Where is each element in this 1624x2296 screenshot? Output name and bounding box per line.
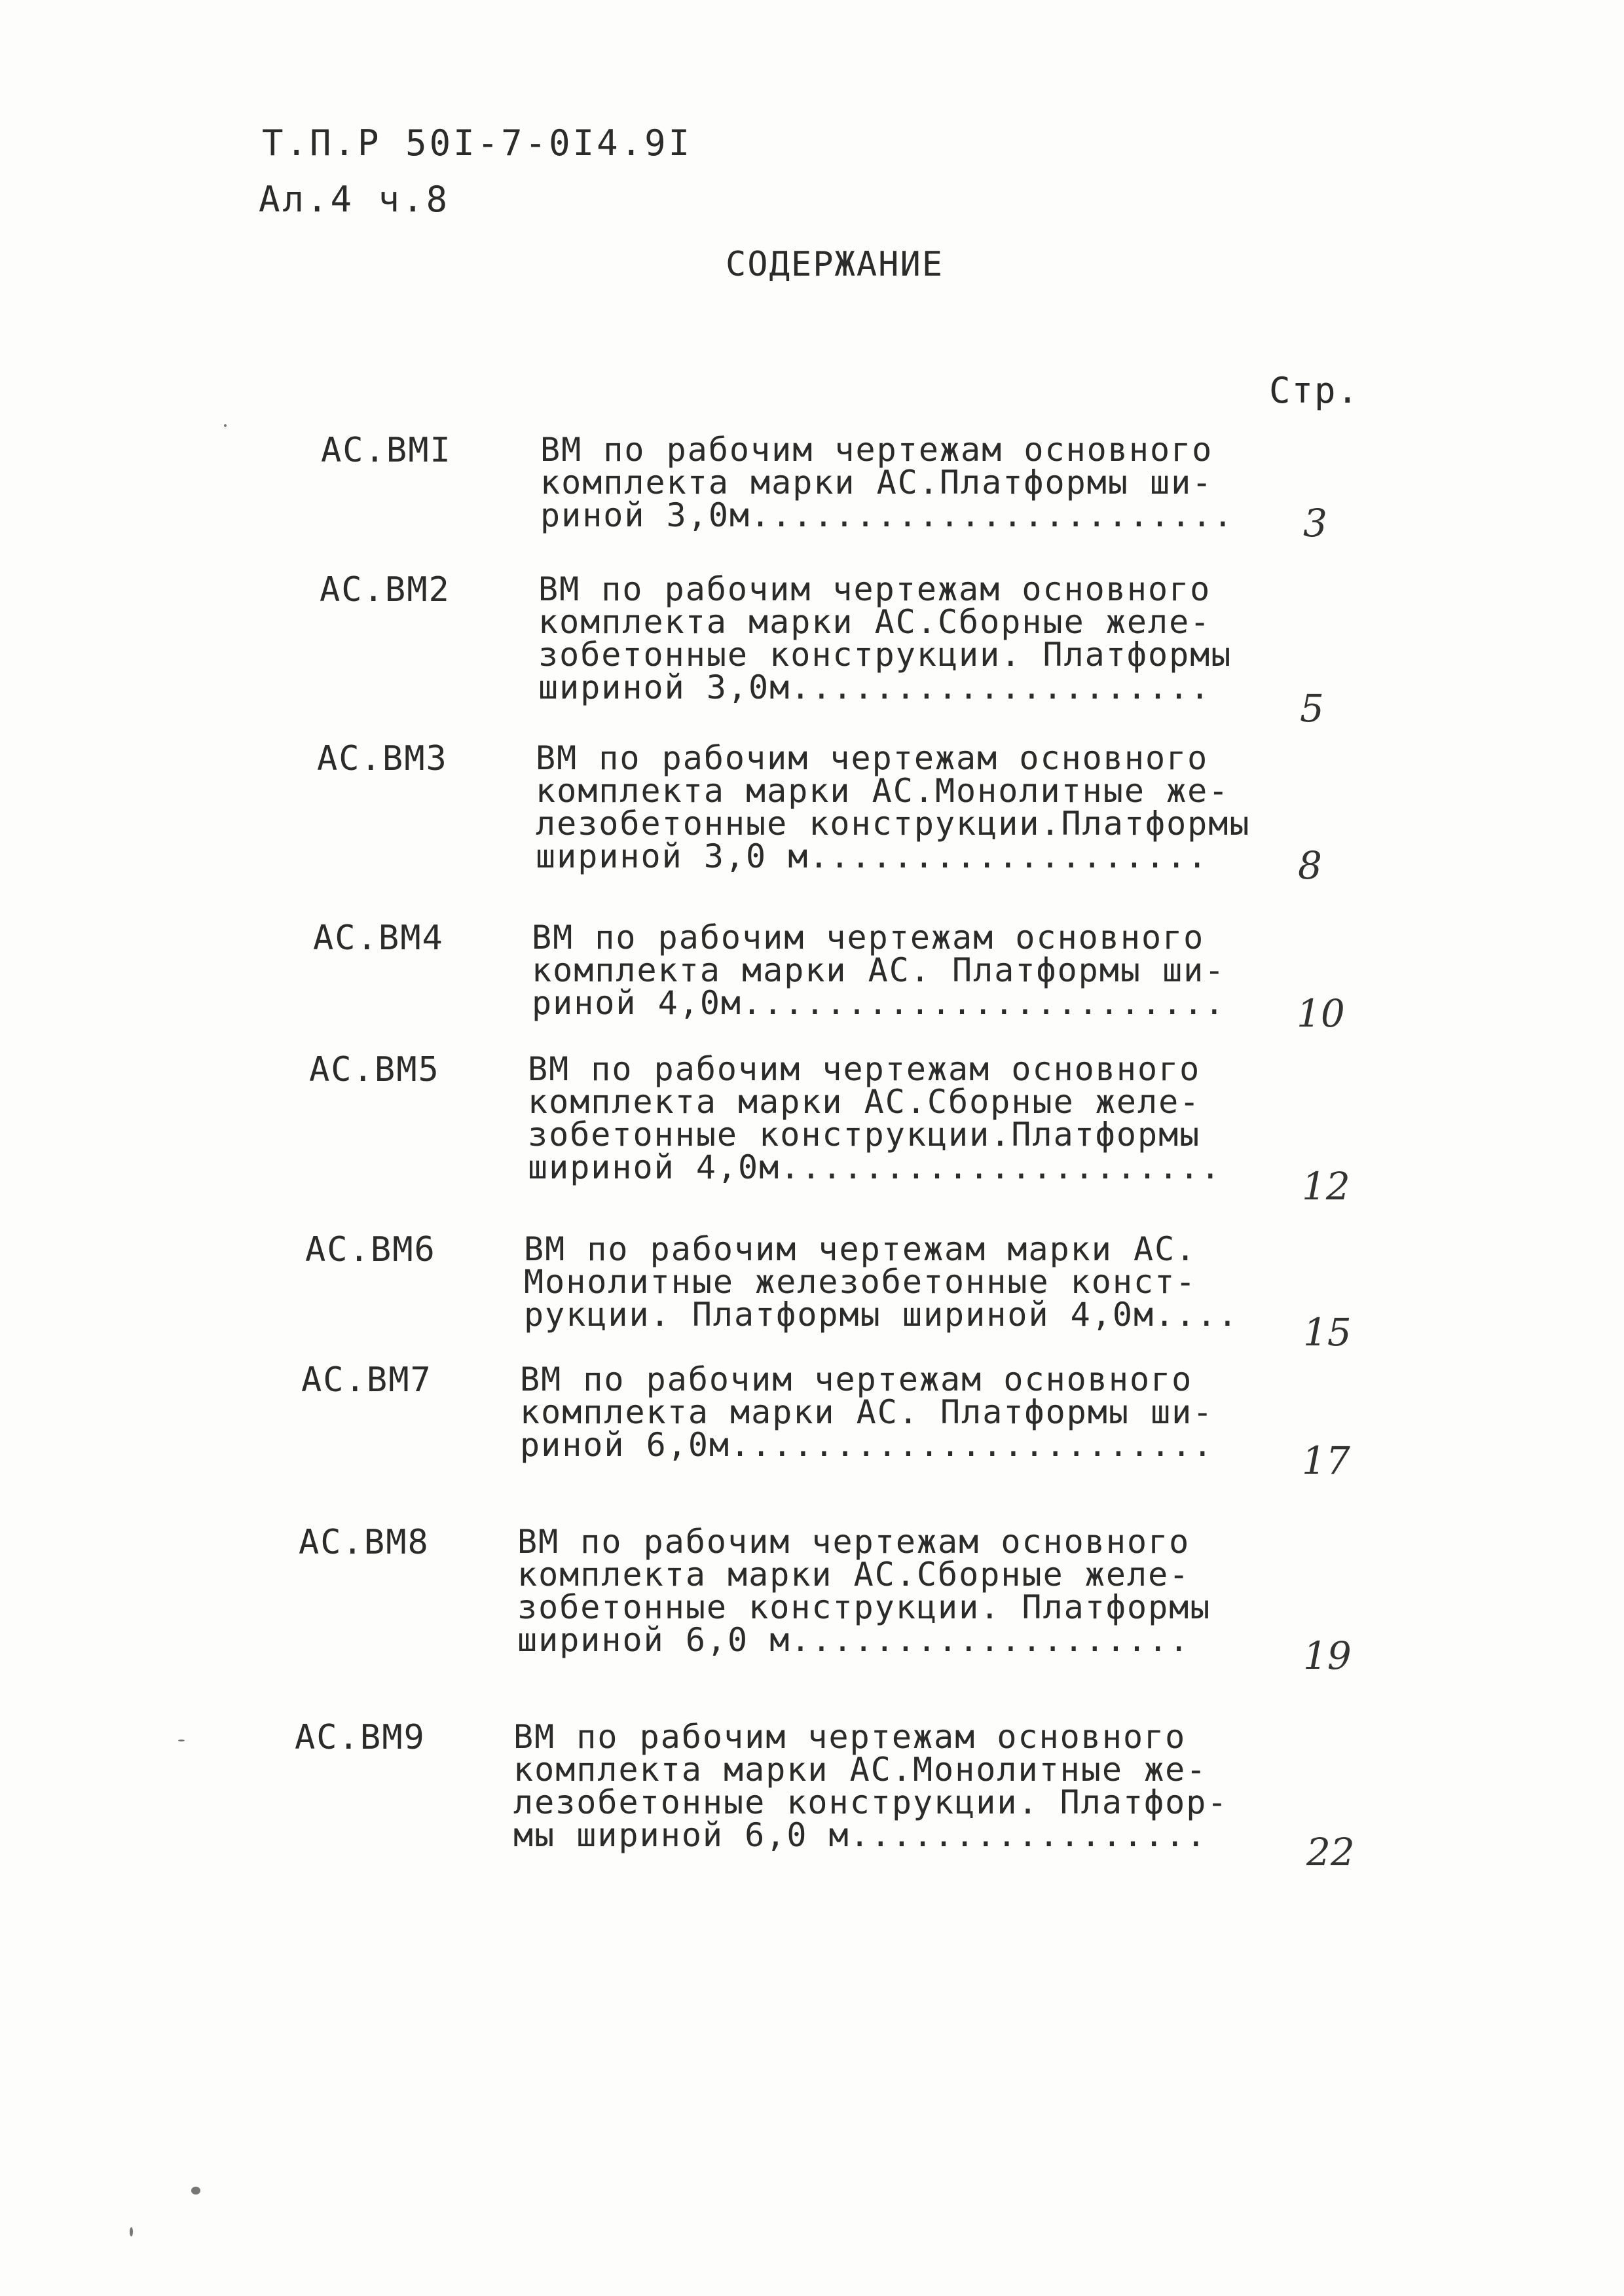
entry-line: ВМ по рабочим чертежам основного (513, 1718, 1187, 1756)
entry-line: ВМ по рабочим чертежам основного (540, 431, 1213, 469)
entry-line: рукции. Платформы шириной 4,0м.... (524, 1296, 1239, 1334)
entry-line: Монолитные железобетонные конст- (524, 1263, 1197, 1301)
page-column-header: Стр. (1269, 370, 1360, 411)
entry-line: комплекта марки АС.Сборные желе- (538, 603, 1211, 641)
entry-line: комплекта марки АС.Монолитные же- (513, 1751, 1208, 1789)
entry-line: ВМ по рабочим чертежам основного (520, 1360, 1193, 1398)
entry-line: комплекта марки АС.Монолитные же- (536, 772, 1230, 810)
entry-description (524, 1230, 1239, 1334)
entry-line: ВМ по рабочим чертежам марки АС. (524, 1230, 1197, 1268)
entry-code: АС.ВМ8 (299, 1523, 430, 1562)
entry-page-number: 15 (1303, 1310, 1352, 1355)
entry-page-number: 19 (1303, 1633, 1352, 1678)
entry-page-number: 8 (1298, 843, 1322, 888)
entry-line: ВМ по рабочим чертежам основного (536, 739, 1209, 777)
sheet-reference: Ал.4 ч.8 (259, 179, 451, 220)
entry-description (513, 1718, 1228, 1854)
entry-page-number: 12 (1302, 1164, 1350, 1209)
entry-code: АС.ВМ4 (313, 919, 444, 958)
entry-code: АС.ВМ5 (309, 1050, 440, 1089)
entry-line: комплекта марки АС. Платформы ши- (532, 951, 1226, 989)
entry-line: комплекта марки АС.Платформы ши- (540, 464, 1213, 501)
entry-page-number: 10 (1297, 991, 1345, 1036)
entry-line: ВМ по рабочим чертежам основного (538, 570, 1211, 608)
entry-description (528, 1050, 1222, 1186)
scan-speck (130, 2227, 133, 2236)
entry-code: АС.ВМ3 (317, 739, 448, 778)
entry-code: АС.ВМI (321, 431, 452, 470)
entry-page-number: 5 (1300, 686, 1324, 731)
document-code: Т.П.Р 50I-7-0I4.9I (262, 122, 693, 164)
entry-description (540, 433, 1234, 532)
entry-page-number: 17 (1302, 1438, 1350, 1483)
entry-page-number: 3 (1303, 501, 1327, 545)
entry-page-number: 22 (1306, 1830, 1355, 1874)
entry-code: АС.ВМ6 (305, 1230, 436, 1269)
entry-line: мы шириной 6,0 м................. (513, 1816, 1208, 1854)
entry-line: зобетонные конструкции. Платформы (517, 1588, 1211, 1626)
entry-line: зобетонные конструкции.Платформы (528, 1116, 1201, 1154)
entry-line: комплекта марки АС. Платформы ши- (520, 1393, 1214, 1431)
scan-speck (191, 2187, 200, 2195)
entry-code: АС.ВМ9 (295, 1718, 426, 1757)
entry-line: шириной 6,0 м................... (517, 1621, 1190, 1659)
entry-line: ВМ по рабочим чертежам основного (528, 1050, 1201, 1088)
entry-line: шириной 3,0 м................... (536, 837, 1209, 875)
entry-description (532, 919, 1226, 1022)
entry-description (517, 1523, 1211, 1659)
entry-line: лезобетонные конструкции.Платформы (536, 805, 1251, 843)
entry-line: ВМ по рабочим чертежам основного (532, 919, 1205, 957)
entry-description (538, 570, 1232, 706)
entry-line: комплекта марки АС.Сборные желе- (528, 1083, 1201, 1121)
scan-speck (178, 1740, 185, 1741)
entry-line: риной 3,0м....................... (540, 496, 1234, 534)
entry-line: шириной 3,0м.................... (538, 668, 1211, 706)
entry-description (536, 739, 1251, 875)
entry-line: комплекта марки АС.Сборные желе- (517, 1556, 1190, 1594)
page-title: СОДЕРЖАНИЕ (726, 245, 944, 284)
entry-line: риной 6,0м....................... (520, 1426, 1214, 1464)
entry-description (520, 1360, 1214, 1464)
entry-line: лезобетонные конструкции. Платфор- (513, 1783, 1228, 1821)
entry-line: ВМ по рабочим чертежам основного (517, 1523, 1190, 1561)
entry-code: АС.ВМ2 (320, 570, 451, 610)
entry-line: риной 4,0м....................... (532, 984, 1226, 1022)
entry-line: шириной 4,0м..................... (528, 1148, 1222, 1186)
scan-speck (224, 424, 227, 427)
entry-line: зобетонные конструкции. Платформы (538, 636, 1232, 674)
entry-code: АС.ВМ7 (301, 1360, 432, 1400)
